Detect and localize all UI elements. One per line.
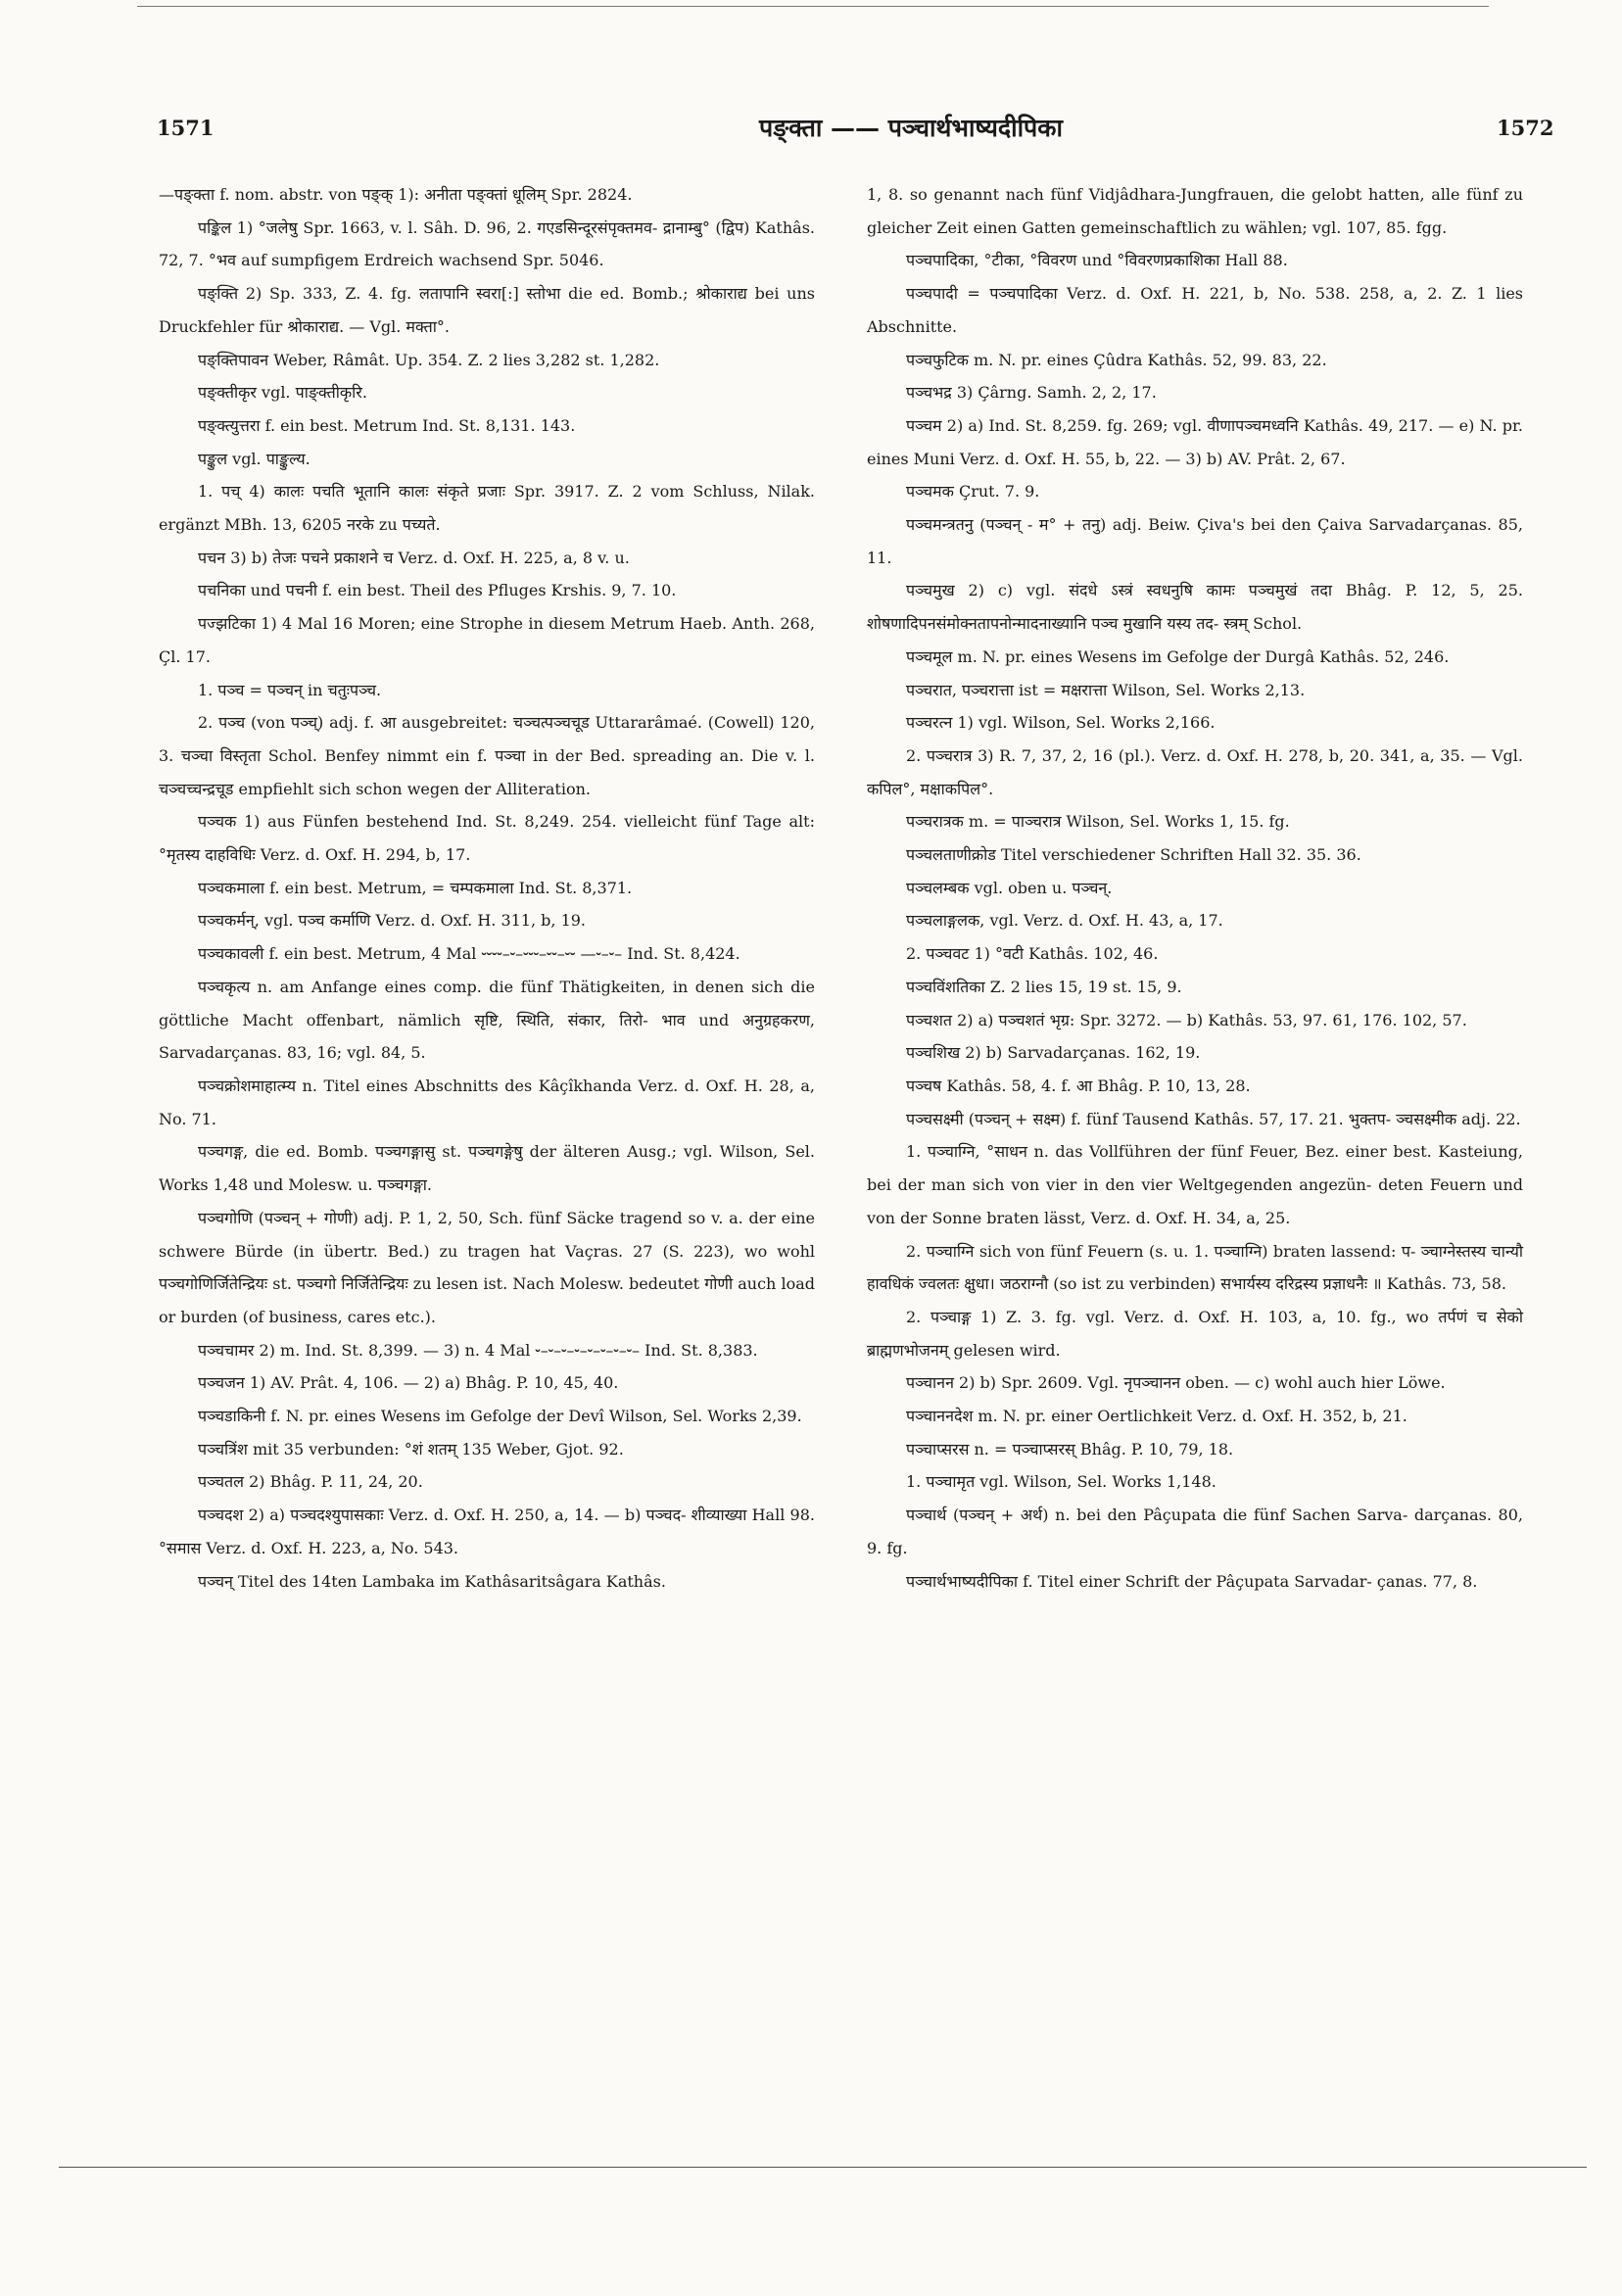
dictionary-entry: पज्झटिका 1) 4 Mal 16 Moren; eine Strophe in diesem Metrum Haeb. Anth. 268, Çl. 17. [159,614,815,666]
dictionary-entry: पञ्चन् Titel des 14ten Lambaka im Kathâsaritsâgara Kathâs. [198,1571,666,1591]
dictionary-entry: पञ्चकावली f. ein best. Metrum, 4 Mal ⏑⏑⏑⏑–⏑–⏑⏑⏑–⏑⏑–⏑⏑ —⏑–⏑– Ind. St. 8,424. [198,944,740,964]
dictionary-entry: पञ्चाननदेश m. N. pr. einer Oertlichkeit Verz. d. Oxf. H. 352, b, 21. [906,1407,1407,1426]
dictionary-entry: 2. पञ्चरात्र 3) R. 7, 37, 2, 16 (pl.). Verz. d. Oxf. H. 278, b, 20. 341, a, 35. — Vgl. कपिल°, मक्षाकपिल°. [867,745,1523,798]
dictionary-entry: पञ्चार्थ (पञ्चन् + अर्थ) n. bei den Pâçupata die fünf Sachen Sarva- darçanas. 80, 9. fg. [867,1506,1523,1557]
dictionary-entry: 2. पञ्चाङ्ग 1) Z. 3. fg. vgl. Verz. d. Oxf. H. 103, a, 10. fg., wo तर्पणं च सेको ब्राह्मणभोजनम् gelesen wird. [867,1307,1523,1360]
dictionary-entry: पङ्कुल vgl. पाङ्कुल्य. [198,449,310,468]
running-head: पङ्क्ता —— पञ्चार्थभाष्यदीपिका [759,114,1063,142]
dictionary-entry: पञ्चचामर 2) m. Ind. St. 8,399. — 3) n. 4 Mal ⏑–⏑–⏑–⏑–⏑–⏑–⏑–⏑– Ind. St. 8,383. [198,1340,758,1360]
dictionary-entry: पञ्चमन्त्रतनु (पञ्चन् - म° + तनु) adj. Beiw. Çiva's bei den Çaiva Sarvadarçanas. 85, 11. [867,515,1523,567]
dictionary-entry: पञ्चलाङ्गलक, vgl. Verz. d. Oxf. H. 43, a, 17. [906,911,1223,931]
dictionary-entry: पङ्क्तिपावन Weber, Râmât. Up. 354. Z. 2 lies 3,282 st. 1,282. [198,350,660,369]
dictionary-entry: पञ्चडाकिनी f. N. pr. eines Wesens im Gefolge der Devî Wilson, Sel. Works 2,39. [198,1407,802,1426]
dictionary-entry: —पङ्क्ता f. nom. abstr. von पङ्क् 1): अनीता पङ्क्तां धूलिम् Spr. 2824. [159,185,633,204]
dictionary-entry: पञ्चफुटिक m. N. pr. eines Çûdra Kathâs. 52, 99. 83, 22. [906,350,1327,369]
dictionary-entry: पञ्चपादिका, °टीका, °विवरण und °विवरणप्रकाशिका Hall 88. [906,251,1288,270]
dictionary-entry: पञ्चतल 2) Bhâg. P. 11, 24, 20. [198,1472,423,1492]
dictionary-entry: पञ्चाप्सरस n. = पञ्चाप्सरस् Bhâg. P. 10, 79, 18. [906,1439,1234,1459]
dictionary-entry: पञ्चलम्बक vgl. oben u. पञ्चन्. [906,878,1113,897]
dictionary-entry: 1. पञ्च = पञ्चन् in चतुःपञ्च. [198,680,382,699]
dictionary-entry: पञ्चशिख 2) b) Sarvadarçanas. 162, 19. [906,1043,1201,1063]
dictionary-entry: पञ्चकमाला f. ein best. Metrum, = चम्पकमाला Ind. St. 8,371. [198,878,633,897]
dictionary-entry: 2. पञ्चवट 1) °वटी Kathâs. 102, 46. [906,944,1159,964]
dictionary-entry: पञ्चरत्न 1) vgl. Wilson, Sel. Works 2,166. [906,713,1216,733]
right-page-number: 1572 [1497,116,1554,140]
dictionary-entry: पञ्चगङ्ग, die ed. Bomb. पञ्चगङ्गासु st. पञ्चगङ्गेषु der älteren Ausg.; vgl. Wilson, Sel. Works 1,48 und Molesw. u. पञ्चगङ्गा. [159,1142,815,1195]
dictionary-entry: पञ्चरात, पञ्चरात्ता ist = मक्षरात्ता Wilson, Sel. Works 2,13. [906,680,1306,699]
top-rule [137,6,1489,7]
bottom-rule [59,2167,1587,2168]
dictionary-entry: पञ्चरात्रक m. = पाञ्चरात्र Wilson, Sel. Works 1, 15. fg. [906,812,1290,832]
dictionary-entry: पञ्चमक Çrut. 7. 9. [906,482,1040,502]
dictionary-entry: पङ्क्त्युत्तरा f. ein best. Metrum Ind. St. 8,131. 143. [198,415,576,435]
dictionary-entry: पञ्चार्थभाष्यदीपिका f. Titel einer Schrift der Pâçupata Sarvadar- çanas. 77, 8. [906,1571,1478,1591]
dictionary-entry: पञ्चदश 2) a) पञ्चदश्युपासकाः Verz. d. Oxf. H. 250, a, 14. — b) पञ्चद- शीव्याख्या Hall 98. °समास Verz. d. Oxf. H. 223, a, No. 543. [159,1506,815,1557]
dictionary-entry: पञ्चशत 2) a) पञ्चशतं भृग्र: Spr. 3272. — b) Kathâs. 53, 97. 61, 176. 102, 57. [906,1010,1467,1029]
dictionary-entry: पचन 3) b) तेजः पचने प्रकाशने च Verz. d. Oxf. H. 225, a, 8 v. u. [198,548,630,567]
dictionary-entry: पञ्चानन 2) b) Spr. 2609. Vgl. नृपञ्चानन oben. — c) wohl auch hier Löwe. [906,1373,1446,1393]
dictionary-entry: पञ्चमूल m. N. pr. eines Wesens im Gefolge der Durgâ Kathâs. 52, 246. [906,646,1450,666]
right-column [867,178,1523,1598]
dictionary-entry: पञ्चभद्र 3) Çârng. Samh. 2, 2, 17. [906,383,1157,403]
dictionary-entry: पञ्चजन 1) AV. Prât. 4, 106. — 2) a) Bhâg. P. 10, 45, 40. [198,1373,619,1393]
dictionary-entry: 1, 8. so genannt nach fünf Vidjâdhara-Jungfrauen, die gelobt hatten, alle fünf zu gleicher Zeit einen Gatten gemeinschaftlich zu wählen; vgl. 107, 85. fgg. [867,185,1523,237]
dictionary-entry: पञ्चकर्मन्, vgl. पञ्च कर्माणि Verz. d. Oxf. H. 311, b, 19. [198,911,587,931]
left-page-number: 1571 [157,116,215,140]
dictionary-entry: 1. पच् 4) कालः पचति भूतानि कालः संकृते प्रजाः Spr. 3917. Z. 2 vom Schluss, Nilak. ergänzt MBh. 13, 6205 नरके zu पच्यते. [159,482,815,535]
dictionary-entry: पङ्क्तीकृर vgl. पाङ्क्तीकृरि. [198,383,367,403]
dictionary-entry: पचनिका und पचनी f. ein best. Theil des Pfluges Krshis. 9, 7. 10. [198,581,677,600]
dictionary-entry: पञ्चकृत्य n. am Anfange eines comp. die fünf Thätigkeiten, in denen sich die göttliche Macht offenbart, nämlich सृष्टि, स्थिति, संकार, तिरो- भाव und अनुग्रहकरण, Sarvadarçanas. 83, 16; vgl. 84, 5. [159,977,815,1063]
dictionary-entry: पञ्चगोणि (पञ्चन् + गोणी) adj. P. 1, 2, 50, Sch. fünf Säcke tragend so v. a. der eine schwere Bürde (in übertr. Bed.) zu tragen hat Vaçras. 27 (S. 223), wo wohl पञ्चगोणिर्जितेन्द्रियः st. पञ्चगो निर्जितेन्द्रियः zu lesen ist. Nach Molesw. bedeutet गोणी auch load or burden (of business, cares etc.). [159,1208,815,1326]
dictionary-entry: पञ्चष Kathâs. 58, 4. f. आ Bhâg. P. 10, 13, 28. [906,1076,1251,1095]
left-column [159,178,815,1598]
dictionary-entry: 1. पञ्चामृत vgl. Wilson, Sel. Works 1,148. [906,1472,1216,1492]
dictionary-entry: पञ्चक्रोशमाहात्म्य n. Titel eines Abschnitts des Kâçîkhanda Verz. d. Oxf. H. 28, a, No. 71. [159,1076,815,1128]
dictionary-entry: पञ्चसक्ष्मी (पञ्चन् + सक्ष्म) f. fünf Tausend Kathâs. 57, 17. 21. भुक्तप- ञ्चसक्ष्मीक adj. 22. [906,1109,1521,1128]
dictionary-entry: पङ्क्ति 2) Sp. 333, Z. 4. fg. लतापानि स्वरा[:] स्तोभा die ed. Bomb.; श्रोकाराद्य bei uns Druckfehler für श्रोकाराद्य. — Vgl. मक्ता°. [159,284,815,336]
dictionary-entry: पञ्चम 2) a) Ind. St. 8,259. fg. 269; vgl. वीणापञ्चमध्वनि Kathâs. 49, 217. — e) N. pr. eines Muni Verz. d. Oxf. H. 55, b, 22. — 3) b) AV. Prât. 2, 67. [867,415,1523,468]
dictionary-entry: पञ्चक 1) aus Fünfen bestehend Ind. St. 8,249. 254. vielleicht fünf Tage alt: °मृतस्य दाहविधिः Verz. d. Oxf. H. 294, b, 17. [159,812,815,865]
dictionary-entry: पञ्चविंशतिका Z. 2 lies 15, 19 st. 15, 9. [906,977,1182,996]
dictionary-entry: पञ्चत्रिंश mit 35 verbunden: °शं शतम् 135 Weber, Gjot. 92. [198,1439,624,1459]
dictionary-entry: पञ्चपादी = पञ्चपादिका Verz. d. Oxf. H. 221, b, No. 538. 258, a, 2. Z. 1 lies Abschnitte. [867,284,1523,336]
dictionary-entry: 1. पञ्चाग्नि, °साधन n. das Vollführen der fünf Feuer, Bez. einer best. Kasteiung, bei der man sich von vier in den vier Weltgegenden angezün- deten Feuern und von der Sonne braten lässt, Verz. d. Oxf. H. 34, a, 25. [867,1142,1523,1227]
dictionary-entry: पञ्चमुख 2) c) vgl. संदधे ऽस्त्रं स्वधनुषि कामः पञ्चमुखं तदा Bhâg. P. 12, 5, 25. शोषणादिपनसंमोक्नतापनोन्मादनाख्यानि पञ्च मुखानि यस्य तद- स्त्रम् Schol. [867,581,1523,634]
dictionary-entry: 2. पञ्च (von पञ्च्) adj. f. आ ausgebreitet: चञ्चत्पञ्चचूड Uttararâmaé. (Cowell) 120, 3. चञ्चा विस्तृता Schol. Benfey nimmt ein f. पञ्चा in der Bed. spreading an. Die v. l. चञ्चच्चन्द्रचूड empfiehlt sich schon wegen der Alliteration. [159,713,815,798]
dictionary-entry: 2. पञ्चाग्नि sich von fünf Feuern (s. u. 1. पञ्चाग्नि) braten lassend: प- ञ्चाग्नेस्तस्य चान्यौ हावधिकं ज्वलतः क्षुधा। जठराग्नौ (so ist zu verbinden) सभार्यस्य दरिद्रस्य प्रज्ञाधनैः ॥ Kathâs. 73, 58. [867,1241,1523,1294]
dictionary-entry: पञ्चलताणीक्रोड Titel verschiedener Schriften Hall 32. 35. 36. [906,845,1361,865]
dictionary-entry: पङ्किल 1) °जलेषु Spr. 1663, v. l. Sâh. D. 96, 2. गएडसिन्दूरसंपृक्तमव- द्रानाम्बु° (द्विप) Kathâs. 72, 7. °भव auf sumpfigem Erdreich wachsend Spr. 5046. [159,217,815,270]
